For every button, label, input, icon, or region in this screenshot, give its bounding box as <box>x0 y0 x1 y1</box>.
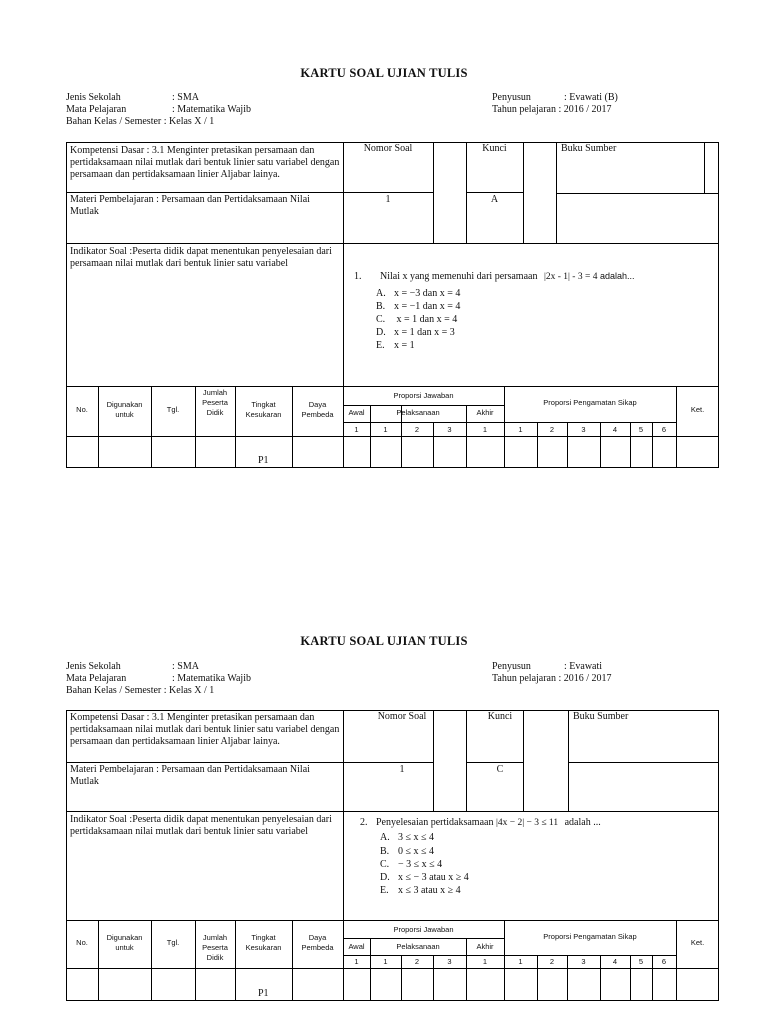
answer-option: D. x ≤ − 3 atau x ≥ 4 <box>380 872 469 883</box>
col-num: 2 <box>414 957 420 966</box>
penyusun-label: Penyusun <box>492 661 531 672</box>
penyusun-value: : Evawati <box>564 661 603 672</box>
nomor-soal-label: Nomor Soal <box>363 143 413 154</box>
answer-option: B. 0 ≤ x ≤ 4 <box>380 846 434 857</box>
answer-option: C. x = 1 dan x = 4 <box>376 314 458 325</box>
question-expression: |4x − 2| − 3 ≤ 11 <box>495 818 559 828</box>
kunci-label: Kunci <box>487 711 513 722</box>
question-stem <box>354 270 634 284</box>
col-num: 1 <box>518 957 523 966</box>
col-num: 5 <box>638 425 644 434</box>
col-pelaksanaan: Pelaksanaan <box>396 942 440 951</box>
answer-option: A. 3 ≤ x ≤ 4 <box>380 832 434 843</box>
col-tingkat: Tingkat Kesukaran <box>245 400 282 419</box>
col-num: 1 <box>383 957 388 966</box>
col-num: 3 <box>447 425 452 434</box>
answer-option: B. x = −1 dan x = 4 <box>376 301 461 312</box>
mata-pelajaran-value: : Matematika Wajib <box>172 673 251 684</box>
card-title: KARTU SOAL UJIAN TULIS <box>300 634 468 648</box>
materi-pembelajaran: Materi Pembelajaran : Persamaan dan Pertidaksamaan Nilai Mutlak <box>70 764 310 787</box>
col-num: 1 <box>383 425 388 434</box>
col-pelaksanaan: Pelaksanaan <box>396 408 440 417</box>
question-text: Nilai x yang memenuhi dari persamaan <box>380 271 538 282</box>
col-num: 2 <box>549 957 555 966</box>
buku-sumber-label: Buku Sumber <box>573 711 629 722</box>
col-no: No. <box>76 938 88 947</box>
nomor-soal-value: 1 <box>385 194 391 205</box>
col-num: 4 <box>612 957 618 966</box>
col-num: 3 <box>447 957 452 966</box>
indikator-soal: Indikator Soal :Peserta didik dapat menentukan penyelesaian dari persamaan nilai mutlak dari bentuk linier satu variabel <box>70 246 332 269</box>
col-awal: Awal <box>348 942 365 951</box>
col-akhir: Akhir <box>476 408 494 417</box>
col-num: 1 <box>482 957 488 966</box>
col-ket: Ket. <box>690 405 705 414</box>
jenis-sekolah-label: Jenis Sekolah <box>66 661 121 672</box>
col-proporsi-sikap: Proporsi Pengamatan Sikap <box>543 398 637 407</box>
jenis-sekolah-value: : SMA <box>172 661 199 672</box>
col-num: 1 <box>354 957 359 966</box>
question-text: Penyelesaian pertidaksamaan <box>376 817 494 828</box>
mata-pelajaran-label: Mata Pelajaran <box>66 104 127 115</box>
kunci-value: A <box>490 194 499 205</box>
tahun-pelajaran: Tahun pelajaran : 2016 / 2017 <box>492 673 612 684</box>
question-number: 2. <box>360 817 368 828</box>
penyusun-value: : Evawati (B) <box>564 92 618 103</box>
kompetensi-dasar: Kompetensi Dasar : 3.1 Menginter pretasikan persamaan dan pertidaksamaan nilai mutlak dari bentuk linier satu variabel dengan persamaan dan pertidaksamaan linier Aljabar lainya. <box>70 145 340 180</box>
bahan-kelas: Bahan Kelas / Semester : Kelas X / 1 <box>66 116 215 127</box>
question-tail: adalah ... <box>564 817 601 828</box>
col-num: 6 <box>661 957 667 966</box>
col-num: 6 <box>661 425 667 434</box>
question-card-1 <box>0 0 768 480</box>
mata-pelajaran-label: Mata Pelajaran <box>66 673 127 684</box>
penyusun-label: Penyusun <box>492 92 531 103</box>
bahan-kelas: Bahan Kelas / Semester : Kelas X / 1 <box>66 685 215 696</box>
col-digunakan: Digunakan untuk <box>106 933 143 952</box>
jenis-sekolah-value: : SMA <box>172 92 199 103</box>
col-ket: Ket. <box>690 938 705 947</box>
card-meta-left <box>66 661 251 697</box>
indikator-soal: Indikator Soal :Peserta didik dapat menentukan penyelesaian dari pertidaksamaan nilai mutlak dari bentuk linier satu variabel <box>70 814 332 837</box>
col-num: 4 <box>612 425 618 434</box>
question-number: 1. <box>354 271 362 282</box>
question-card-2 <box>0 566 768 1024</box>
kunci-label: Kunci <box>482 143 507 154</box>
col-num: 3 <box>581 957 586 966</box>
card-title: KARTU SOAL UJIAN TULIS <box>300 66 468 80</box>
col-digunakan: Digunakan untuk <box>106 400 143 419</box>
col-proporsi-jawaban: Proporsi Jawaban <box>393 925 454 934</box>
buku-sumber-label: Buku Sumber <box>561 143 617 154</box>
col-num: 1 <box>354 425 359 434</box>
col-akhir: Akhir <box>476 942 494 951</box>
answer-option: E. x = 1 <box>376 340 415 351</box>
col-tgl: Tgl. <box>166 405 180 414</box>
question-tail: adalah... <box>599 271 635 281</box>
question-expression: |2x - 1| - 3 = 4 <box>543 272 598 282</box>
page-footer: P1 <box>258 455 269 466</box>
kompetensi-dasar: Kompetensi Dasar : 3.1 Menginter pretasikan persamaan dan pertidaksamaan nilai mutlak dari bentuk linier satu variabel dengan persamaan dan pertidaksamaan linier Aljabar lainya. <box>70 712 340 747</box>
answer-option: A. x = −3 dan x = 4 <box>376 288 461 299</box>
card-meta-left <box>66 92 251 128</box>
col-jumlah: Jumlah Peserta Didik <box>202 933 228 962</box>
col-num: 1 <box>518 425 523 434</box>
card-meta-right <box>492 92 618 116</box>
nomor-soal-value: 1 <box>399 764 405 775</box>
answer-option: C. − 3 ≤ x ≤ 4 <box>380 859 443 870</box>
jenis-sekolah-label: Jenis Sekolah <box>66 92 121 103</box>
kunci-value: C <box>496 764 504 775</box>
materi-pembelajaran: Materi Pembelajaran : Persamaan dan Pertidaksamaan Nilai Mutlak <box>70 194 310 217</box>
col-tingkat: Tingkat Kesukaran <box>245 933 282 952</box>
col-proporsi-jawaban: Proporsi Jawaban <box>393 391 454 400</box>
col-num: 1 <box>482 425 488 434</box>
col-num: 5 <box>638 957 644 966</box>
card-meta-right <box>492 661 612 685</box>
col-num: 2 <box>414 425 420 434</box>
col-proporsi-sikap: Proporsi Pengamatan Sikap <box>543 932 637 941</box>
col-jumlah: Jumlah Peserta Didik <box>202 388 228 417</box>
answer-option: D. x = 1 dan x = 3 <box>376 327 455 338</box>
nomor-soal-label: Nomor Soal <box>377 711 427 722</box>
mata-pelajaran-value: : Matematika Wajib <box>172 104 251 115</box>
col-awal: Awal <box>348 408 365 417</box>
col-tgl: Tgl. <box>166 938 180 947</box>
col-num: 3 <box>581 425 586 434</box>
col-daya: Daya Pembeda <box>301 400 334 419</box>
page-footer: P1 <box>258 988 269 999</box>
col-daya: Daya Pembeda <box>301 933 334 952</box>
answer-option: E. x ≤ 3 atau x ≥ 4 <box>380 885 461 896</box>
tahun-pelajaran: Tahun pelajaran : 2016 / 2017 <box>492 104 612 115</box>
col-num: 2 <box>549 425 555 434</box>
question-stem <box>360 816 601 830</box>
col-no: No. <box>76 405 88 414</box>
